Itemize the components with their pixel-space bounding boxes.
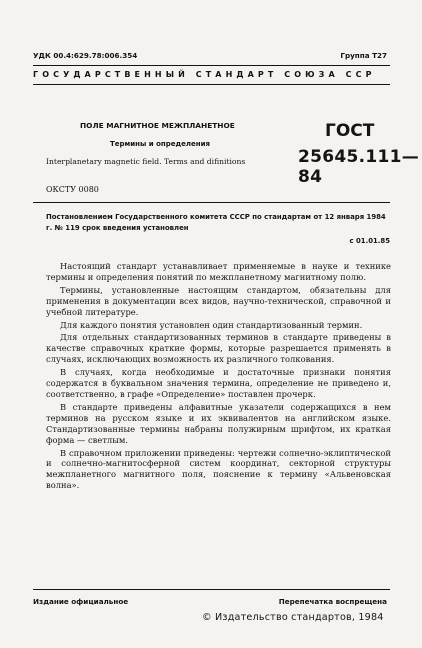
body-text [46, 261, 391, 491]
header-rule [33, 84, 390, 85]
paragraph: Для каждого понятия установлен один стандартизованный термин. [60, 319, 363, 330]
state-standard-heading: ГОСУДАРСТВЕННЫЙ СТАНДАРТ СОЮЗА ССР [33, 70, 376, 79]
english-title: Interplanetary magnetic field. Terms and difinitions [46, 157, 246, 166]
decree-text: Постановлением Государственного комитета СССР по стандартам от 12 января 1984 г. № 119 срок введения установлен [46, 213, 386, 232]
paragraph: Для отдельных стандартизованных терминов в стандарте приведены в качестве справочных краткие формы, которые разрешается применять в случаях, исключающих возможность их различного толкования. [46, 332, 391, 365]
top-rule [33, 65, 390, 66]
paragraph: Настоящий стандарт устанавливает применяемые в науке и технике термины и определения понятий по межпланетному магнитному полю. [46, 261, 391, 282]
effective-date: с 01.01.85 [349, 237, 390, 245]
document-subtitle: Термины и определения [110, 140, 211, 148]
paragraph: Термины, установленные настоящим стандартом, обязательны для применения в документации всех видов, научно-технической, справочной и учебной литературе. [46, 284, 391, 317]
reprint-notice: Перепечатка воспрещена [278, 597, 387, 606]
udk-code: УДК 00.4:629.78:006.354 [33, 51, 138, 60]
document-title: ПОЛЕ МАГНИТНОЕ МЕЖПЛАНЕТНОЕ [80, 121, 235, 130]
footer-rule [33, 589, 390, 590]
paragraph: В справочном приложении приведены: чертежи солнечно-эклиптической и солнечно-магнитосферной систем координат, секторной структуры межпланетного магнитного поля, пояснение к термину «Альвеновская волна». [46, 447, 391, 491]
official-edition: Издание официальное [33, 597, 129, 606]
publisher-line: © Издательство стандартов, 1984 [202, 612, 384, 623]
paragraph: В случаях, когда необходимые и достаточные признаки понятия содержатся в буквальном значения термина, определение не приведено и, соответственно, в графе «Определение» поставлен прочерк. [46, 367, 391, 399]
decree-top-rule [33, 202, 390, 203]
gost-label: ГОСТ [325, 121, 375, 141]
paragraph: В стандарте приведены алфавитные указатели содержащихся в нем терминов на русском языке и их эквивалентов на английском языке. Стандартизованные термины набраны полужирным шрифтом, их краткая форма — светлым. [46, 401, 391, 445]
group-code: Группа Т27 [340, 51, 387, 60]
gost-number: 25645.111—84 [298, 147, 420, 187]
okstu-code: ОКСТУ 0080 [46, 185, 99, 194]
